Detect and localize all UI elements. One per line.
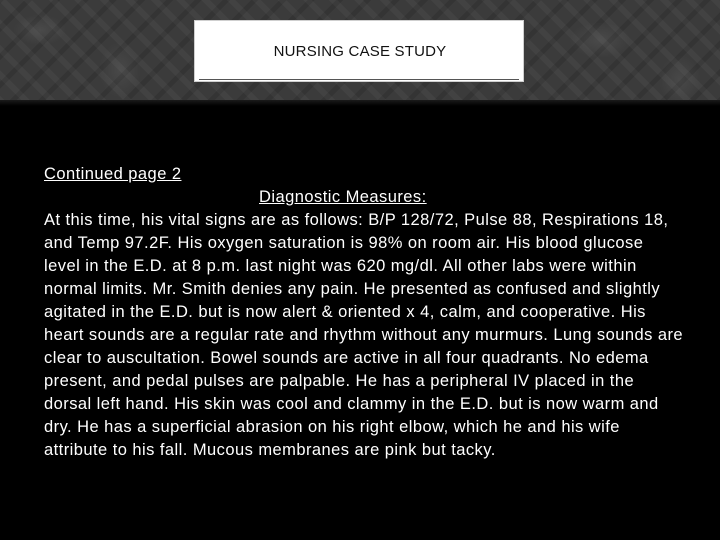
slide-title: NURSING CASE STUDY xyxy=(273,43,447,60)
title-underline xyxy=(199,79,519,80)
body-paragraph: At this time, his vital signs are as follows: B/P 128/72, Pulse 88, Respirations 18, and Temp 97.2F. His oxygen saturation is 98% on room air. His blood glucose level in the E.D. at 8 p.m. last night was 620 mg/dl. All other labs were within normal limits. Mr. Smith denies any pain. He presented as confused and slightly agitated in the E.D. but is now alert & oriented x 4, calm, and cooperative. His heart sounds are a regular rate and rhythm without any murmurs. Lung sounds are clear to auscultation. Bowel sounds are active in all four quadrants. No edema present, and pedal pulses are palpable. He has a peripheral IV placed in the dorsal left hand. His skin was cool and clammy in the E.D. but is now warm and dry. He has a superficial abrasion on his right elbow, which he and his wife attribute to his fall. Mucous membranes are pink but tacky. xyxy=(44,211,684,459)
title-box xyxy=(194,20,524,82)
slide-content xyxy=(44,163,684,462)
continued-label: Continued page 2 xyxy=(44,165,182,183)
header-shadow xyxy=(0,100,720,106)
section-heading: Diagnostic Measures: xyxy=(259,188,427,206)
